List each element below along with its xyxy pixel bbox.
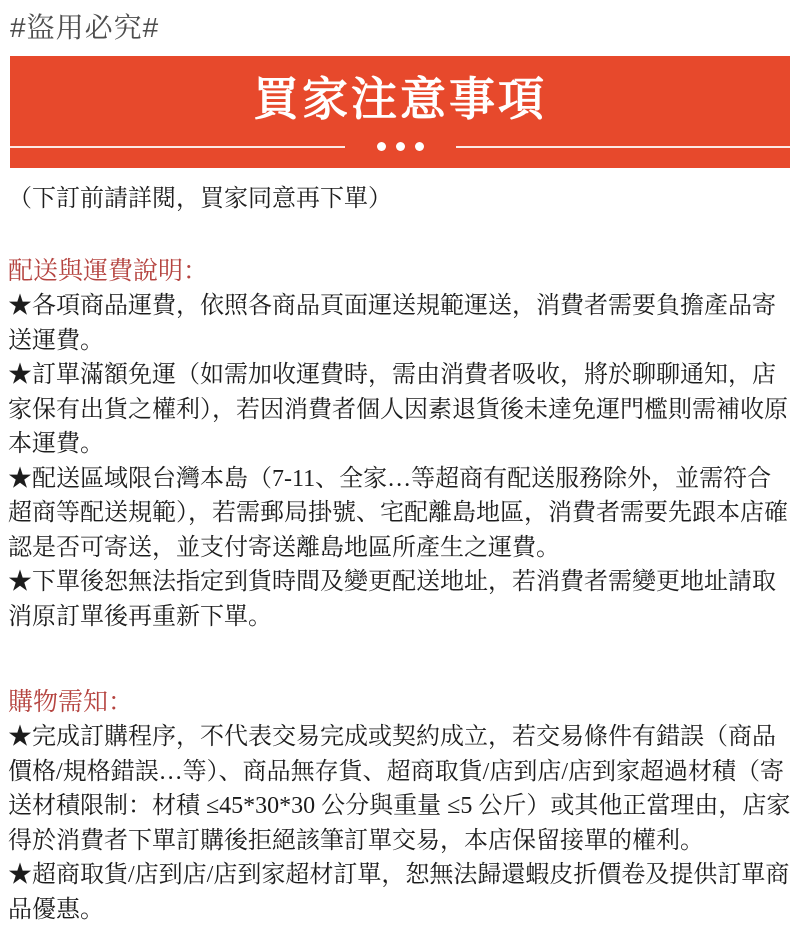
shipping-item: ★配送區域限台灣本島（7-11、全家…等超商有配送服務除外，並需符合超商等配送規範），若需郵局掛號、宅配離島地區，消費者需要先跟本店確認是否可寄送，並支付寄送離島地區所產生之運費。	[8, 465, 788, 561]
dot-icon	[396, 142, 405, 151]
shipping-section-heading: 配送與運費說明：	[8, 258, 209, 285]
buyer-notice-banner	[10, 56, 790, 168]
intro-note: （下訂前請詳閱，買家同意再下單）	[8, 186, 392, 212]
purchase-item: ★完成訂購程序，不代表交易完成或契約成立，若交易條件有錯誤（商品價格/規格錯誤…等）、商品無存貨、超商取貨/店到店/店到家超過材積（寄送材積限制：材積 ≤45*30*30 公分與重量 ≤5 公斤）或其他正當理由，店家得於消費者下單訂購後拒絕該筆訂單交易，本店保留接單的權利。	[8, 724, 791, 854]
shipping-section	[8, 255, 792, 634]
dot-icon	[377, 142, 386, 151]
divider-line-right	[456, 146, 791, 148]
banner-title: 買家注意事項	[253, 73, 547, 125]
banner-divider	[10, 142, 790, 151]
dot-icon	[415, 142, 424, 151]
shipping-item: ★訂單滿額免運（如需加收運費時，需由消費者吸收，將於聊聊通知，店家保有出貨之權利），若因消費者個人因素退貨後未達免運門檻則需補收原本運費。	[8, 362, 788, 457]
purchase-item: ★超商取貨/店到店/店到家超材訂單，恕無法歸還蝦皮折價卷及提供訂單商品優惠。	[8, 862, 790, 923]
purchase-section	[8, 686, 792, 927]
shipping-item: ★各項商品運費，依照各商品頁面運送規範運送，消費者需要負擔產品寄送運費。	[8, 293, 776, 354]
anti-theft-watermark: #盜用必究#	[10, 12, 160, 43]
shipping-item: ★下單後恕無法指定到貨時間及變更配送地址，若消費者需變更地址請取消原訂單後再重新下單。	[8, 569, 776, 630]
three-dots-icon	[377, 142, 424, 151]
divider-line-left	[10, 146, 345, 148]
purchase-section-heading: 購物需知：	[8, 689, 134, 716]
